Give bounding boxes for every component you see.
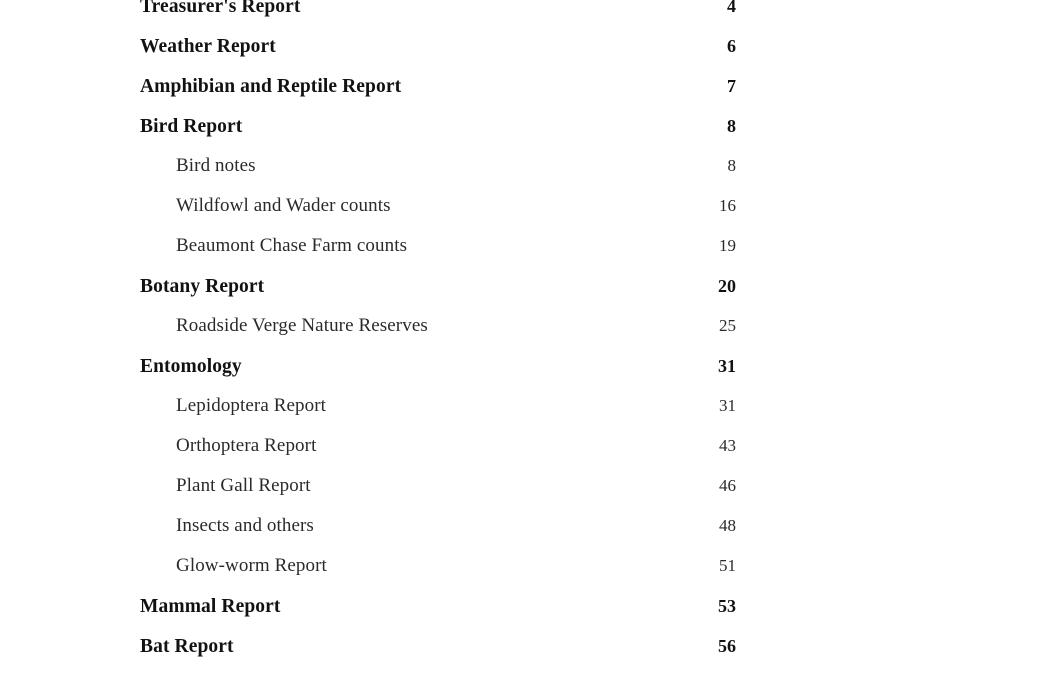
toc-entry-page-number: 16 <box>719 196 736 215</box>
toc-entry-title: Orthoptera Report <box>176 435 317 456</box>
toc-entry[interactable] <box>140 266 736 306</box>
toc-entry-page-number: 43 <box>719 436 736 455</box>
toc-entry-title: Lepidoptera Report <box>176 395 327 416</box>
toc-entry[interactable] <box>140 346 736 386</box>
toc-entry[interactable] <box>140 506 736 546</box>
toc-entry-page-number: 19 <box>719 236 736 255</box>
toc-entry-page-number: 56 <box>718 636 736 656</box>
toc-entry-page-number: 8 <box>727 116 736 136</box>
toc-entry[interactable] <box>140 466 736 506</box>
toc-entry[interactable] <box>140 546 736 586</box>
toc-entry-title: Entomology <box>140 356 242 377</box>
toc-entry-title: Roadside Verge Nature Reserves <box>176 315 428 336</box>
toc-entry-page-number: 8 <box>727 156 736 175</box>
toc-entry[interactable] <box>140 386 736 426</box>
toc-entry[interactable] <box>140 226 736 266</box>
toc-entry-title: Botany Report <box>140 276 265 297</box>
toc-entry[interactable] <box>140 186 736 226</box>
toc-entry-title: Bird Report <box>140 116 243 137</box>
toc-entry-page-number: 31 <box>719 396 736 415</box>
toc-entry-title: Glow-worm Report <box>176 555 327 576</box>
toc-entry-page-number: 6 <box>727 36 736 56</box>
toc-entry-title: Bird notes <box>176 155 256 176</box>
toc-entry-page-number: 7 <box>727 76 736 96</box>
toc-entry-page-number: 48 <box>719 516 736 535</box>
toc-entry[interactable] <box>140 106 736 146</box>
toc-entry-page-number: 46 <box>719 476 736 495</box>
toc-entry-page-number: 4 <box>727 0 736 16</box>
table-of-contents <box>140 0 736 666</box>
toc-entry[interactable] <box>140 586 736 626</box>
toc-entry-page-number: 31 <box>718 356 736 376</box>
toc-entry-title: Weather Report <box>140 36 276 57</box>
toc-entry-page-number: 25 <box>719 316 736 335</box>
toc-entry-page-number: 53 <box>718 596 736 616</box>
toc-entry-title: Treasurer's Report <box>140 0 301 17</box>
toc-entry[interactable] <box>140 66 736 106</box>
toc-entry[interactable] <box>140 0 736 26</box>
toc-entry-title: Wildfowl and Wader counts <box>176 195 391 216</box>
toc-entry-page-number: 20 <box>718 276 736 296</box>
toc-entry[interactable] <box>140 146 736 186</box>
toc-entry-title: Insects and others <box>176 515 314 536</box>
toc-entry-title: Bat Report <box>140 636 234 657</box>
toc-entry-title: Beaumont Chase Farm counts <box>176 235 408 256</box>
toc-entry-title: Mammal Report <box>140 596 281 617</box>
toc-entry[interactable] <box>140 426 736 466</box>
toc-entry[interactable] <box>140 306 736 346</box>
toc-entry-title: Plant Gall Report <box>176 475 311 496</box>
toc-entry[interactable] <box>140 626 736 666</box>
toc-entry-title: Amphibian and Reptile Report <box>140 76 402 97</box>
toc-entry-page-number: 51 <box>719 556 736 575</box>
toc-entry[interactable] <box>140 26 736 66</box>
